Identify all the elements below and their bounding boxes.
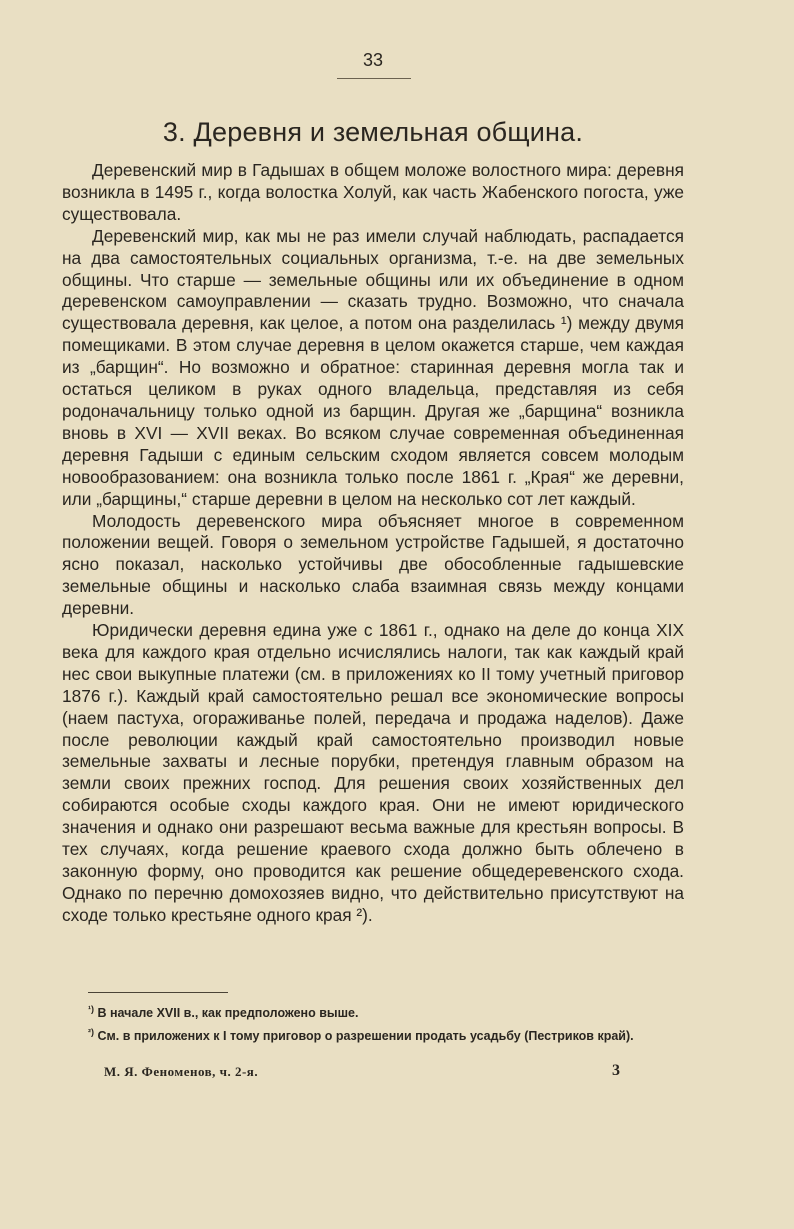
footnote-text: См. в приложених к I тому приговор о разрешении продать усадьбу (Пестриков край). (97, 1029, 634, 1044)
paragraph: Юридически деревня едина уже с 1861 г., однако на деле до конца XIX века для каждого края отдельно исчислялись налоги, так как каждый край нес свои выкупные платежи (см. в приложениях ко II тому учетный приговор 1876 г.). Каждый край самостоятельно решал все экономические вопросы (наем пастуха, огораживанье полей, передача и продажа наделов). Даже после революции каждый край самостоятельно производил новые земельные захваты и лесные порубки, претендуя главным образом на земли своих прежних господ. Для решения своих хозяйственных дел собираются особые сходы каждого края. Они не имеют юридического значения и однако они разрешают весьма важные для крестьян вопросы. В тех случаях, когда решение краевого схода должно быть облечено в законную форму, оно проводится как решение общедеревенского схода. Однако по перечню домохозяев видно, что действительно присутствуют на сходе только крестьяне одного края ²). (62, 620, 684, 925)
footnote-marker: ²) (88, 1027, 94, 1038)
section-heading: 3. Деревня и земельная община. (162, 117, 584, 147)
printer-signature: М. Я. Феноменов, ч. 2-я. (104, 1064, 259, 1079)
page-number-rule (337, 78, 411, 79)
footnote-separator (88, 992, 228, 993)
footnote-text: В начале XVII в., как предположено выше. (97, 1006, 359, 1021)
page-number: 33 (362, 50, 384, 70)
body-text (62, 160, 684, 927)
footnote (62, 1023, 684, 1046)
footnote-marker: ¹) (88, 1004, 94, 1014)
paragraph: Деревенский мир в Гадышах в общем моложе волостного мира: деревня возникла в 1495 г., когда волостка Холуй, как часть Жабенского погоста, уже существовала. (62, 160, 684, 224)
footnotes (62, 1000, 684, 1046)
footnote (62, 1000, 684, 1023)
paragraph: Деревенский мир, как мы не раз имели случай наблюдать, распадается на два самостоятельных социальных организма, т.-е. на две земельных общины. Что старше — земельные общины или их объединение в одном деревенском самоуправлении — сказать трудно. Возможно, что сначала существовала деревня, как целое, а потом она разделилась ¹) между двумя помещиками. В этом случае деревня в целом окажется старше, чем каждая из „барщин“. Но возможно и обратное: старинная деревня могла так и остаться целиком в руках одного владельца, представляя из себя родоначальницу только одной из барщин. Другая же „барщина“ возникла вновь в XVI — XVII веках. Во всяком случае современная объединенная деревня Гадыши с единым сельским сходом является совсем молодым новообразованием: она возникла только после 1861 г. „Края“ же деревни, или „барщины,“ старше деревни в целом на несколько сот лет каждый. (62, 225, 684, 509)
sheet-number: 3 (612, 1062, 620, 1079)
paragraph: Молодость деревенского мира объясняет многое в современном положении вещей. Говоря о земельном устройстве Гадышей, я достаточно ясно показал, насколько устойчивы две обособленные гадышевские земельные общины и насколько слаба взаимная связь между концами деревни. (62, 510, 684, 619)
